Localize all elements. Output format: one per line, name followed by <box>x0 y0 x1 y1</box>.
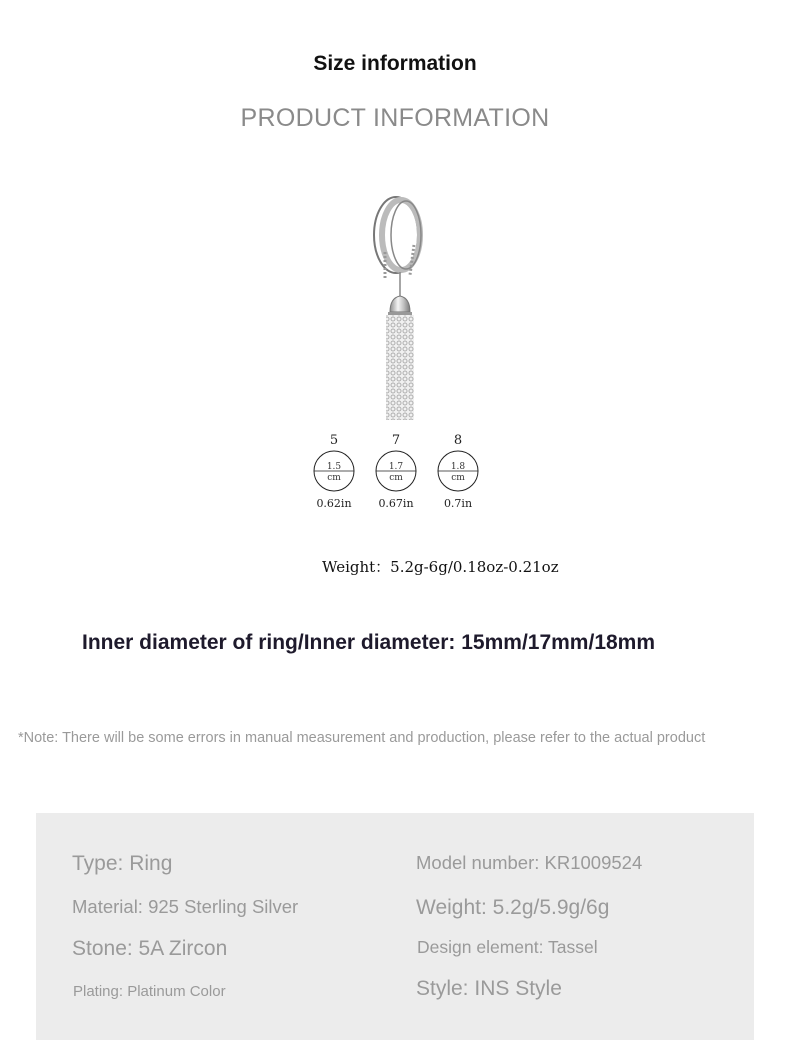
measurement-note: *Note: There will be some errors in manual measurement and production, please refer to the actual product <box>18 730 706 746</box>
size-cm-unit: cm <box>451 473 465 483</box>
spec-material: Material: 925 Sterling Silver <box>72 896 299 917</box>
size-item <box>438 433 478 510</box>
size-cm-unit: cm <box>389 473 403 483</box>
size-inches: 0.67in <box>378 497 414 510</box>
size-label: 7 <box>391 433 401 448</box>
spec-panel <box>36 813 754 1040</box>
size-label: 5 <box>329 433 339 448</box>
size-inches: 0.62in <box>316 497 352 510</box>
spec-model-number: Model number: KR1009524 <box>416 852 643 873</box>
spec-type: Type: Ring <box>72 852 173 875</box>
tassel-icon <box>386 272 414 420</box>
size-cm-unit: cm <box>327 473 341 483</box>
size-cm-value: 1.8 <box>450 462 466 472</box>
size-cm-value: 1.7 <box>388 462 404 472</box>
size-label: 8 <box>453 433 463 448</box>
size-info-title: Size information <box>313 52 477 75</box>
spec-style: Style: INS Style <box>416 977 562 1000</box>
size-cm-value: 1.5 <box>326 462 342 472</box>
size-item <box>376 433 416 510</box>
ring-tassel-image <box>300 190 500 520</box>
spec-stone: Stone: 5A Zircon <box>72 937 228 960</box>
spec-plating: Plating: Platinum Color <box>73 983 226 1000</box>
ring-icon <box>374 197 421 278</box>
product-info-heading: PRODUCT INFORMATION <box>240 104 550 132</box>
spec-weight: Weight: 5.2g/5.9g/6g <box>416 896 610 919</box>
size-inches: 0.7in <box>443 497 473 510</box>
inner-diameter-text: Inner diameter of ring/Inner diameter: 15mm/17mm/18mm <box>82 631 656 654</box>
size-item <box>314 433 354 510</box>
spec-design-element: Design element: Tassel <box>417 937 598 957</box>
weight-range: Weight：5.2g-6g/0.18oz-0.21oz <box>322 558 559 576</box>
